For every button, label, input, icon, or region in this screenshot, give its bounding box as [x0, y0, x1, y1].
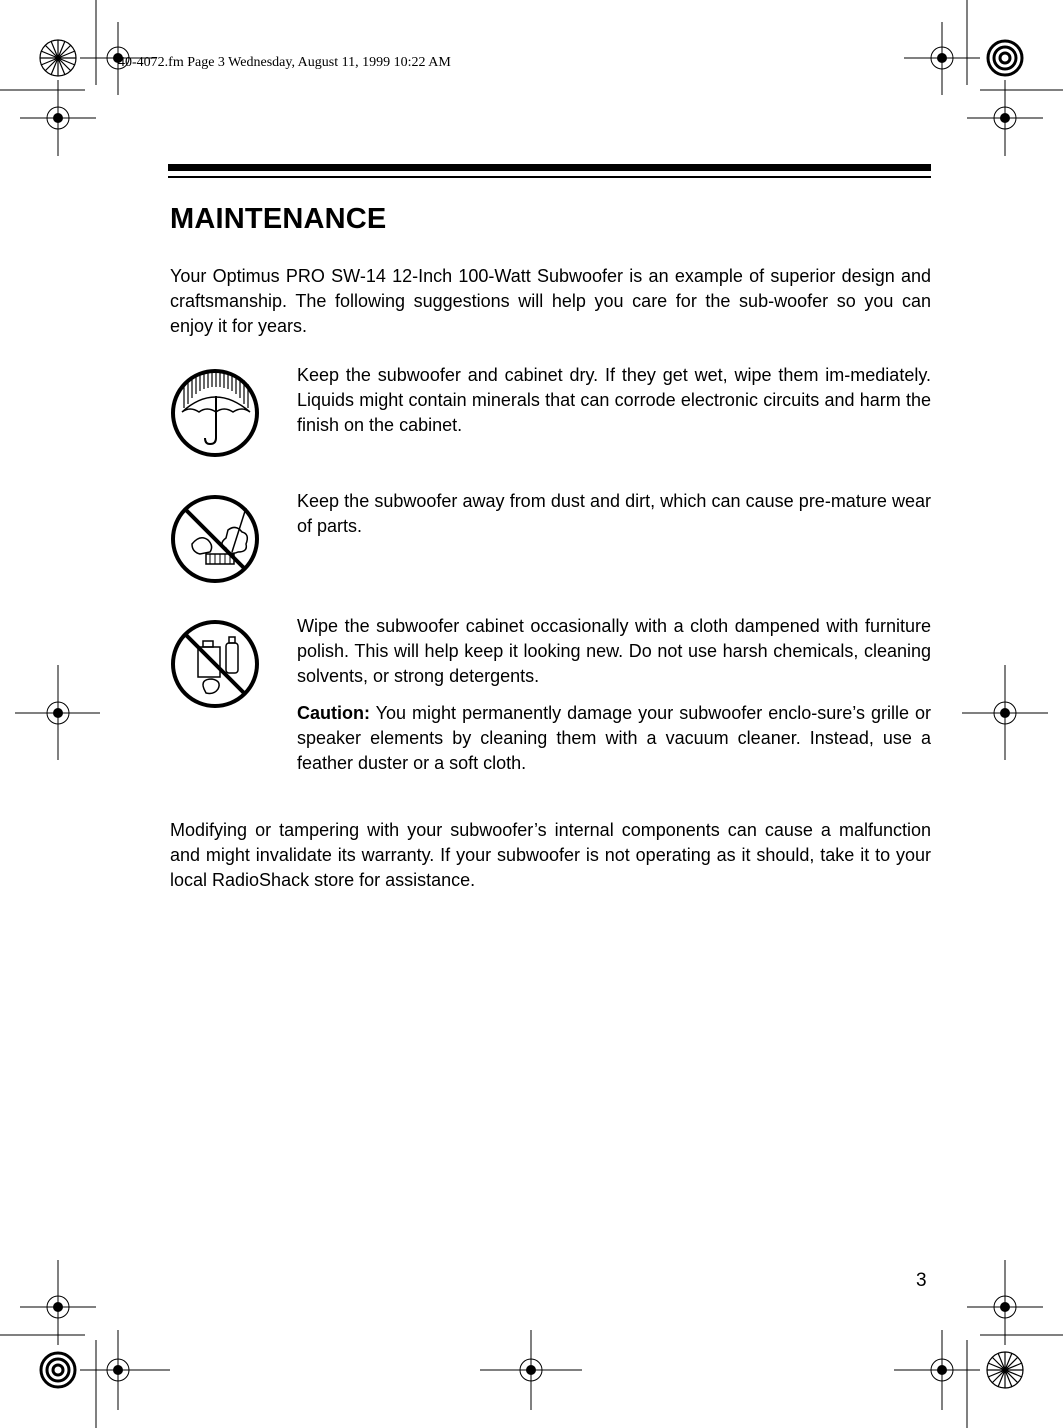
caution-text: You might permanently damage your subwoofer enclo-sure’s grille or speaker elements by cleaning them with a vacuum cleaner. Instead, use a feather duster or a soft cloth.: [297, 703, 931, 773]
tip-avoid-dust: Keep the subwoofer away from dust and dirt, which can cause pre-mature wear of parts.: [297, 491, 931, 536]
page-title: MAINTENANCE: [170, 203, 387, 235]
tip-wipe-cabinet: Wipe the subwoofer cabinet occasionally with a cloth dampened with furniture polish. This will help keep it looking new. Do not use harsh chemicals, cleaning solvents, or strong detergents.: [297, 616, 931, 686]
tip-keep-dry: Keep the subwoofer and cabinet dry. If they get wet, wipe them im-mediately. Liquids might contain minerals that can corrode electronic circuits and harm the finish on the cabinet.: [297, 365, 931, 435]
caution-paragraph: [297, 701, 931, 776]
file-header-note: 40-4072.fm Page 3 Wednesday, August 11, 1999 10:22 AM: [118, 55, 451, 70]
no-chemicals-icon: [170, 619, 262, 711]
closing-paragraph: Modifying or tampering with your subwoofer’s internal components can cause a malfunction and might invalidate its warranty. If your subwoofer is not operating as it should, take it to your local RadioShack store for assistance.: [170, 820, 931, 890]
page-number: 3: [916, 1270, 927, 1291]
caution-label: Caution:: [297, 703, 370, 723]
intro-paragraph: Your Optimus PRO SW-14 12-Inch 100-Watt Subwoofer is an example of superior design and craftsmanship. The following suggestions will help you care for the sub-woofer so you can enjoy it for years.: [170, 266, 931, 336]
header-rule-thick: [168, 164, 931, 171]
header-rule-thin: [168, 176, 931, 178]
no-dust-icon: [170, 494, 262, 586]
umbrella-rain-icon: [170, 368, 262, 460]
